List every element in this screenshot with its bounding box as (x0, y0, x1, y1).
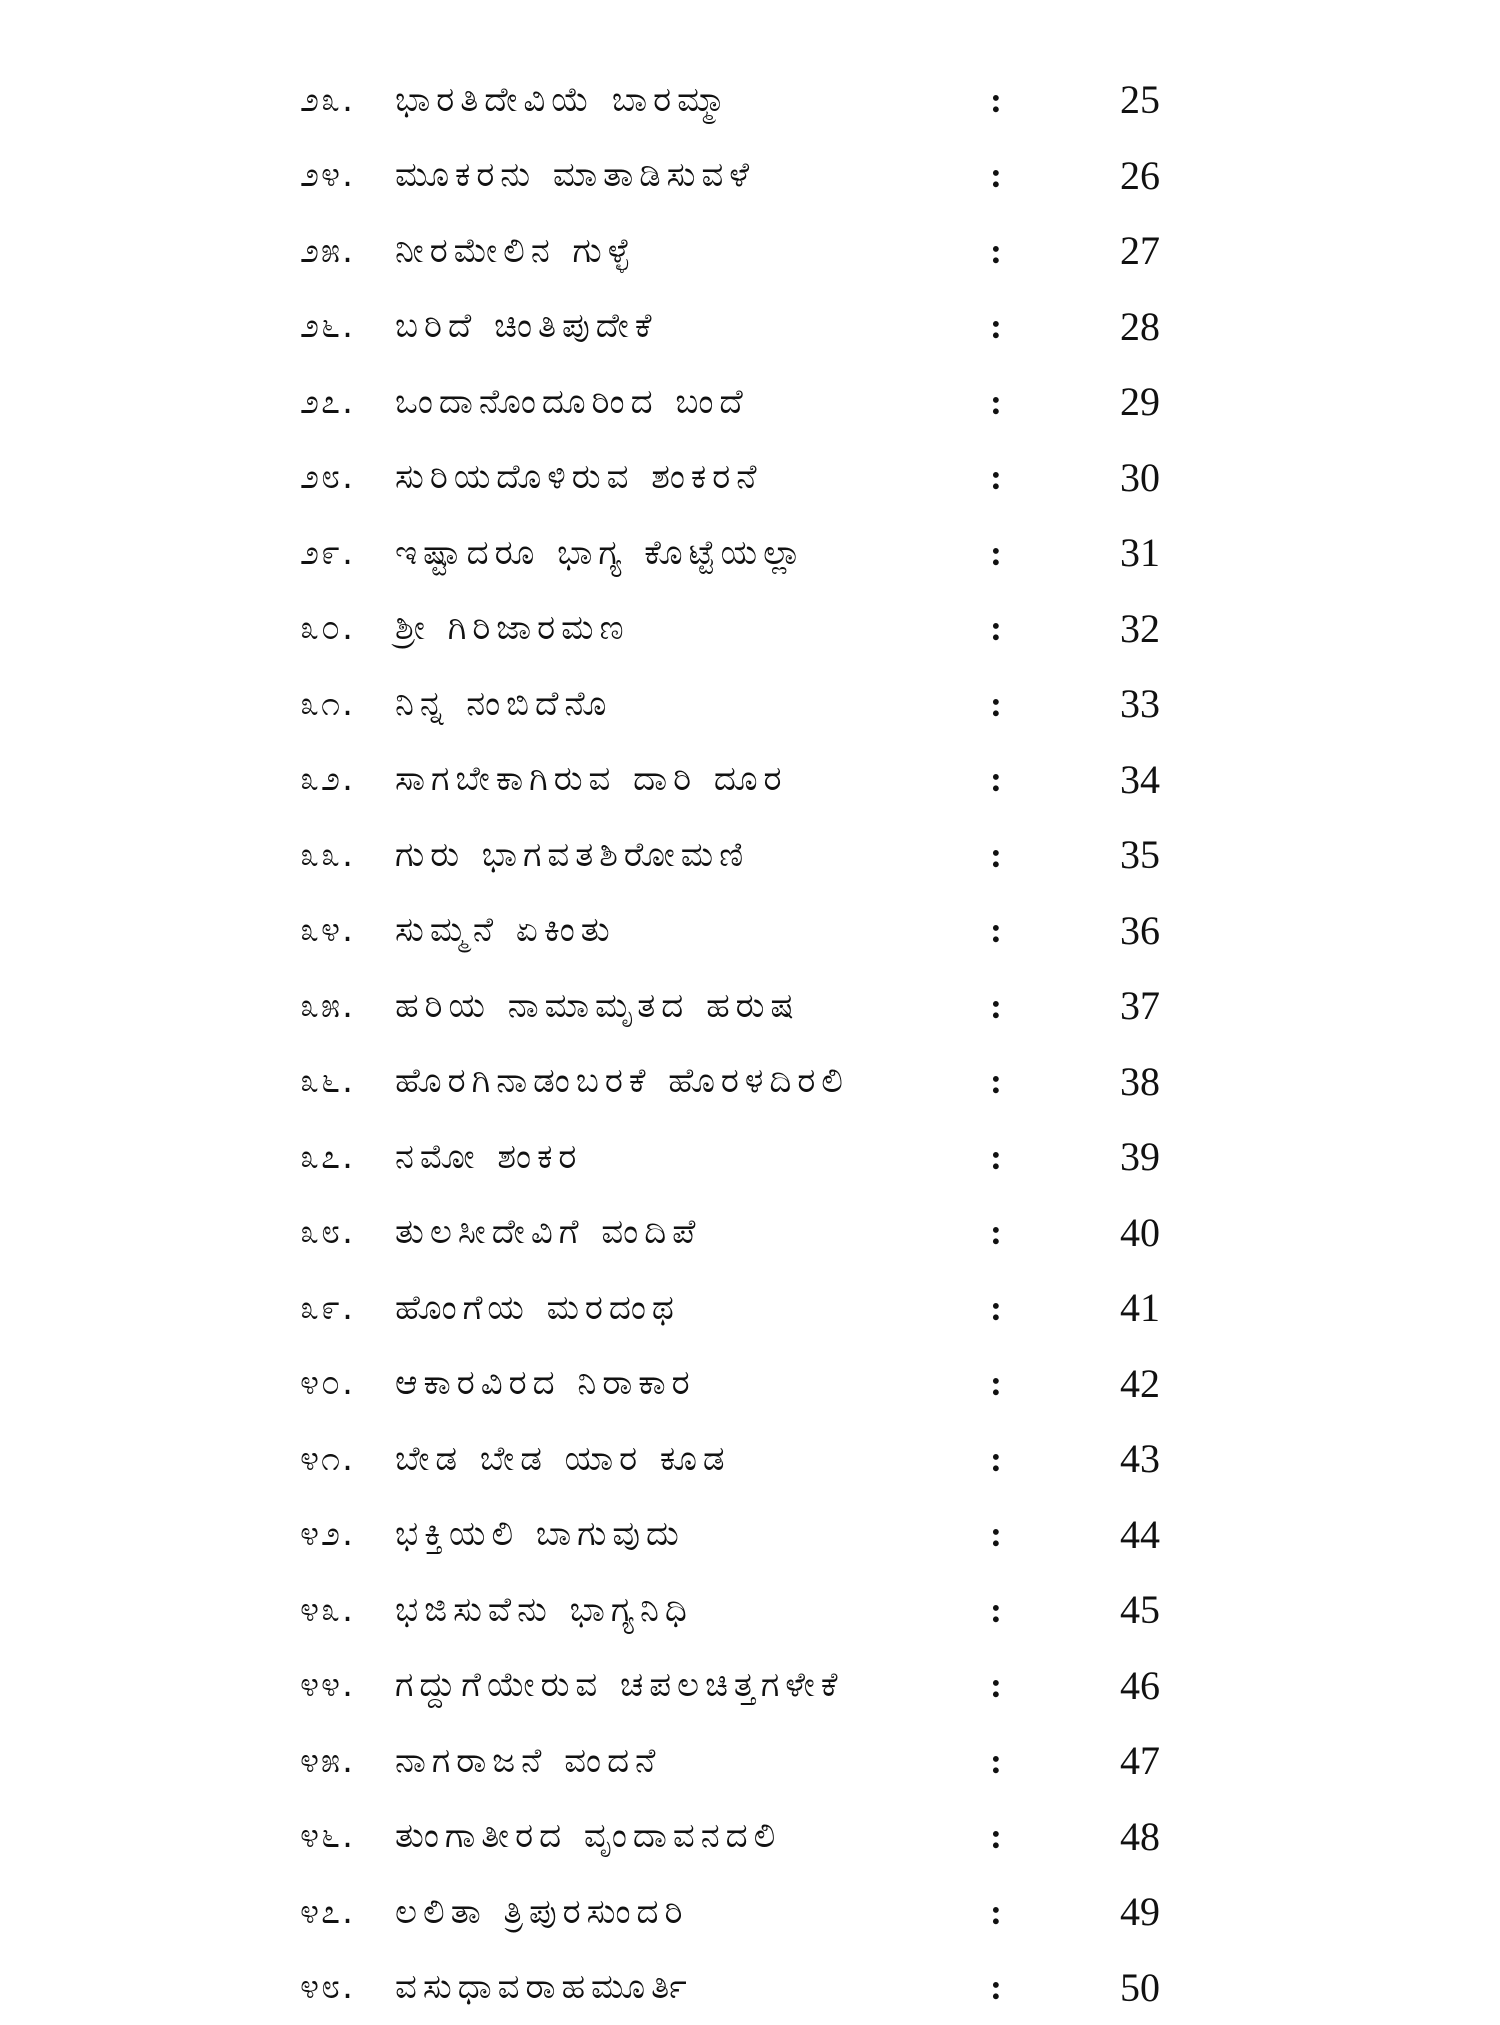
entry-separator: : (990, 1211, 1120, 1253)
entry-page-number: 37 (1120, 982, 1220, 1029)
entry-page-number: 25 (1120, 76, 1220, 123)
entry-number: ೩೧. (300, 684, 395, 724)
toc-entry (300, 1648, 1220, 1724)
entry-number: ೪೨. (300, 1514, 395, 1554)
entry-page-number: 27 (1120, 227, 1220, 274)
entry-separator: : (990, 1740, 1120, 1782)
entry-title: ಆಕಾರವಿರದ ನಿರಾಕಾರ (395, 1363, 990, 1403)
toc-entry (300, 289, 1220, 365)
entry-number: ೪೮. (300, 1967, 395, 2007)
entry-number: ೨೭. (300, 382, 395, 422)
entry-number: ೩೫. (300, 986, 395, 1026)
toc-entry (300, 1044, 1220, 1120)
entry-page-number: 26 (1120, 152, 1220, 199)
entry-title: ಇಷ್ಟಾದರೂ ಭಾಗ್ಯ ಕೊಟ್ಟೆಯಲ್ಲಾ (395, 533, 990, 573)
entry-number: ೩೬. (300, 1061, 395, 1101)
entry-page-number: 29 (1120, 378, 1220, 425)
entry-separator: : (990, 985, 1120, 1027)
toc-entry (300, 515, 1220, 591)
entry-title: ಸಾಗಬೇಕಾಗಿರುವ ದಾರಿ ದೂರ (395, 759, 990, 799)
toc-entry (300, 1572, 1220, 1648)
entry-title: ಸುರಿಯದೊಳಿರುವ ಶಂಕರನೆ (395, 457, 990, 497)
entry-page-number: 31 (1120, 529, 1220, 576)
entry-separator: : (990, 909, 1120, 951)
entry-title: ವಸುಧಾವರಾಹಮೂರ್ತಿ (395, 1967, 990, 2007)
entry-separator: : (990, 456, 1120, 498)
entry-number: ೪೫. (300, 1741, 395, 1781)
entry-page-number: 28 (1120, 303, 1220, 350)
entry-title: ಲಲಿತಾ ತ್ರಿಪುರಸುಂದರಿ (395, 1892, 990, 1932)
entry-page-number: 44 (1120, 1511, 1220, 1558)
entry-page-number: 39 (1120, 1133, 1220, 1180)
entry-number: ೨೬. (300, 306, 395, 346)
entry-number: ೪೬. (300, 1816, 395, 1856)
entry-number: ೪೪. (300, 1665, 395, 1705)
toc-entry (300, 1950, 1220, 2025)
entry-number: ೩೪. (300, 910, 395, 950)
entry-title: ಭಕ್ತಿಯಲಿ ಬಾಗುವುದು (395, 1514, 990, 1554)
entry-separator: : (990, 758, 1120, 800)
toc-entry (300, 591, 1220, 667)
entry-number: ೪೩. (300, 1590, 395, 1630)
toc-entry (300, 1497, 1220, 1573)
entry-title: ಶ್ರೀ ಗಿರಿಜಾರಮಣ (395, 608, 990, 648)
entry-page-number: 35 (1120, 831, 1220, 878)
entry-title: ಭಜಿಸುವೆನು ಭಾಗ್ಯನಿಧಿ (395, 1590, 990, 1630)
entry-separator: : (990, 1589, 1120, 1631)
toc-entry (300, 893, 1220, 969)
entry-title: ಸುಮ್ಮನೆ ಏಕಿಂತು (395, 910, 990, 950)
entry-title: ನೀರಮೇಲಿನ ಗುಳ್ಳೆ (395, 231, 990, 271)
entry-page-number: 50 (1120, 1964, 1220, 2011)
entry-page-number: 42 (1120, 1360, 1220, 1407)
toc-entry (300, 968, 1220, 1044)
toc-entry (300, 742, 1220, 818)
entry-title: ನಮೋ ಶಂಕರ (395, 1137, 990, 1177)
entry-title: ನಾಗರಾಜನೆ ವಂದನೆ (395, 1741, 990, 1781)
entry-separator: : (990, 1362, 1120, 1404)
entry-page-number: 33 (1120, 680, 1220, 727)
toc-entry (300, 440, 1220, 516)
entry-title: ಗದ್ದುಗೆಯೇರುವ ಚಪಲಚಿತ್ತಗಳೇಕೆ (395, 1665, 990, 1705)
entry-separator: : (990, 1513, 1120, 1555)
entry-page-number: 45 (1120, 1586, 1220, 1633)
entry-number: ೨೮. (300, 457, 395, 497)
entry-number: ೨೫. (300, 231, 395, 271)
toc-entry (300, 1799, 1220, 1875)
entry-page-number: 48 (1120, 1813, 1220, 1860)
entry-page-number: 30 (1120, 454, 1220, 501)
entry-page-number: 36 (1120, 907, 1220, 954)
entry-separator: : (990, 230, 1120, 272)
entry-title: ಬರಿದೆ ಚಿಂತಿಪುದೇಕೆ (395, 306, 990, 346)
entry-page-number: 40 (1120, 1209, 1220, 1256)
entry-number: ೩೯. (300, 1288, 395, 1328)
entry-separator: : (990, 532, 1120, 574)
entry-page-number: 38 (1120, 1058, 1220, 1105)
toc-entry (300, 213, 1220, 289)
entry-separator: : (990, 381, 1120, 423)
entry-number: ೨೩. (300, 80, 395, 120)
entry-number: ೪೧. (300, 1439, 395, 1479)
toc-entry (300, 817, 1220, 893)
toc-entry (300, 1874, 1220, 1950)
entry-title: ತುಂಗಾತೀರದ ವೃಂದಾವನದಲಿ (395, 1816, 990, 1856)
toc-entry (300, 1270, 1220, 1346)
entry-separator: : (990, 1815, 1120, 1857)
entry-page-number: 43 (1120, 1435, 1220, 1482)
entry-title: ಗುರು ಭಾಗವತಶಿರೋಮಣಿ (395, 835, 990, 875)
entry-title: ಒಂದಾನೊಂದೂರಿಂದ ಬಂದೆ (395, 382, 990, 422)
entry-title: ಹೊಂಗೆಯ ಮರದಂಥ (395, 1288, 990, 1328)
entry-separator: : (990, 1966, 1120, 2008)
entry-title: ಭಾರತಿದೇವಿಯೆ ಬಾರಮ್ಮಾ (395, 80, 990, 120)
entry-separator: : (990, 1891, 1120, 1933)
entry-separator: : (990, 1287, 1120, 1329)
entry-title: ತುಲಸೀದೇವಿಗೆ ವಂದಿಪೆ (395, 1212, 990, 1252)
toc-entry (300, 666, 1220, 742)
entry-page-number: 34 (1120, 756, 1220, 803)
table-of-contents (300, 62, 1220, 2025)
entry-page-number: 46 (1120, 1662, 1220, 1709)
entry-number: ೪೦. (300, 1363, 395, 1403)
entry-page-number: 49 (1120, 1888, 1220, 1935)
entry-separator: : (990, 154, 1120, 196)
entry-number: ೩೮. (300, 1212, 395, 1252)
toc-entry (300, 364, 1220, 440)
toc-entry (300, 1421, 1220, 1497)
entry-separator: : (990, 1664, 1120, 1706)
entry-title: ಹರಿಯ ನಾಮಾಮೃತದ ಹರುಷ (395, 986, 990, 1026)
entry-separator: : (990, 1438, 1120, 1480)
entry-separator: : (990, 1136, 1120, 1178)
entry-number: ೩೭. (300, 1137, 395, 1177)
entry-separator: : (990, 1060, 1120, 1102)
entry-number: ೨೯. (300, 533, 395, 573)
toc-entry (300, 1723, 1220, 1799)
entry-number: ೪೭. (300, 1892, 395, 1932)
entry-separator: : (990, 305, 1120, 347)
toc-entry (300, 1195, 1220, 1271)
entry-title: ಬೇಡ ಬೇಡ ಯಾರ ಕೂಡ (395, 1439, 990, 1479)
entry-number: ೩೨. (300, 759, 395, 799)
entry-separator: : (990, 607, 1120, 649)
entry-number: ೩೦. (300, 608, 395, 648)
entry-page-number: 32 (1120, 605, 1220, 652)
toc-entry (300, 1346, 1220, 1422)
entry-number: ೩೩. (300, 835, 395, 875)
entry-title: ಮೂಕರನು ಮಾತಾಡಿಸುವಳೆ (395, 155, 990, 195)
toc-entry (300, 62, 1220, 138)
toc-entry (300, 138, 1220, 214)
entry-page-number: 41 (1120, 1284, 1220, 1331)
entry-title: ನಿನ್ನ ನಂಬಿದೆನೊ (395, 684, 990, 724)
entry-title: ಹೊರಗಿನಾಡಂಬರಕೆ ಹೊರಳದಿರಲಿ (395, 1061, 990, 1101)
entry-separator: : (990, 834, 1120, 876)
entry-page-number: 47 (1120, 1737, 1220, 1784)
toc-entry (300, 1119, 1220, 1195)
entry-separator: : (990, 683, 1120, 725)
entry-separator: : (990, 79, 1120, 121)
entry-number: ೨೪. (300, 155, 395, 195)
